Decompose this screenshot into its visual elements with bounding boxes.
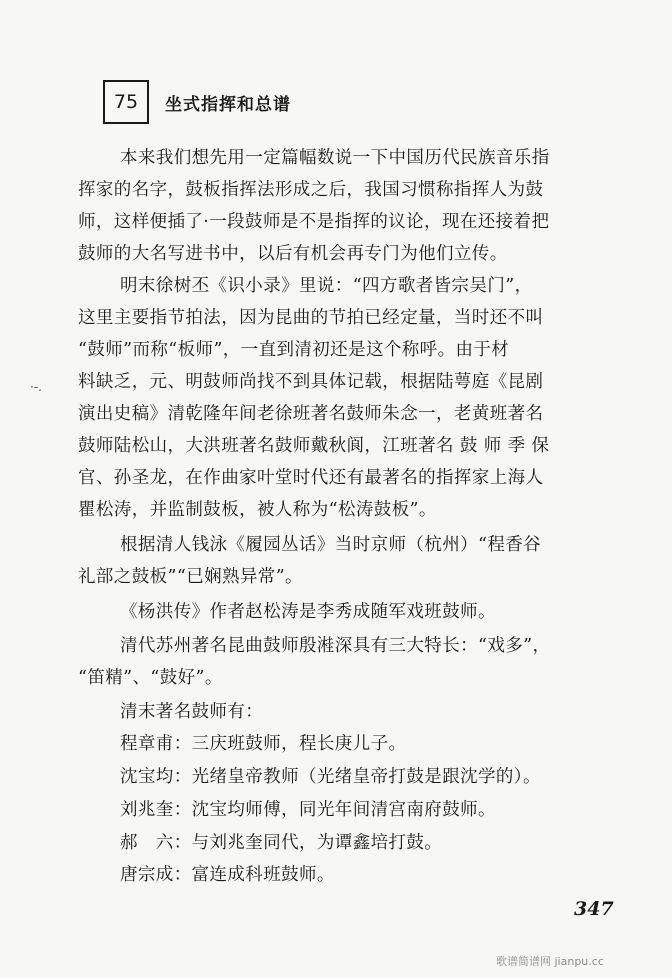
text-line: 师，这样便插了·一段鼓师是不是指挥的议论，现在还接着把 — [78, 212, 550, 232]
watermark: 歌谱简谱网 jianpu.cc — [496, 955, 604, 968]
text-line: 程章甫：三庆班鼓师，程长庚儿子。 — [120, 734, 407, 754]
section-number-box — [103, 80, 149, 124]
text-line: 本来我们想先用一定篇幅数说一下中国历代民族音乐指 — [120, 148, 550, 168]
section-number: 75 — [113, 91, 139, 113]
section-title: 坐式指挥和总谱 — [165, 95, 291, 115]
text-line: 鼓师的大名写进书中，以后有机会再专门为他们立传。 — [78, 244, 508, 264]
text-line: 这里主要指节拍法，因为昆曲的节拍已经定量，当时还不叫 — [78, 308, 544, 328]
text-line: 沈宝均：光绪皇帝教师（光绪皇帝打鼓是跟沈学的）。 — [120, 767, 541, 787]
text-line: 刘兆奎：沈宝均师傅，同光年间清宫南府鼓师。 — [120, 800, 496, 820]
text-line: “鼓师”而称“板师”，一直到清初还是这个称呼。由于材 — [78, 340, 510, 360]
text-line: 瞿松涛，并监制鼓板，被人称为“松涛鼓板”。 — [78, 500, 437, 520]
text-line: 《杨洪传》作者赵松涛是李秀成随军戏班鼓师。 — [120, 602, 496, 622]
text-line: 礼部之鼓板”“已娴熟异常”。 — [78, 567, 303, 587]
text-line: 明末徐树丕《识小录》里说：“四方歌者皆宗吴门”， — [120, 276, 533, 296]
margin-mark: ·-. — [30, 380, 42, 394]
text-line: 根据清人钱泳《履园丛话》当时京师（杭州）“程香谷 — [120, 535, 542, 555]
text-line: 唐宗成：富连成科班鼓师。 — [120, 865, 335, 885]
text-line: “笛精”、“鼓好”。 — [78, 668, 223, 688]
text-line: 料缺乏，元、明鼓师尚找不到具体记载，根据陆萼庭《昆剧 — [78, 372, 544, 392]
text-line: 官、孙圣龙，在作曲家叶堂时代还有最著名的指挥家上海人 — [78, 468, 544, 488]
page-number: 347 — [574, 898, 614, 920]
text-line: 鼓师陆松山，大洪班著名鼓师戴秋阆，江班著名 鼓 师 季 保 — [78, 436, 550, 456]
text-line: 清末著名鼓师有： — [120, 702, 264, 722]
text-line: 清代苏州著名昆曲鼓师殷溎深具有三大特长：“戏多”， — [120, 636, 551, 656]
text-line: 挥家的名字，鼓板指挥法形成之后，我国习惯称指挥人为鼓 — [78, 180, 544, 200]
text-line: 郝 六：与刘兆奎同代，为谭鑫培打鼓。 — [120, 833, 443, 853]
text-line: 演出史稿》清乾隆年间老徐班著名鼓师朱念一，老黄班著名 — [78, 404, 544, 424]
